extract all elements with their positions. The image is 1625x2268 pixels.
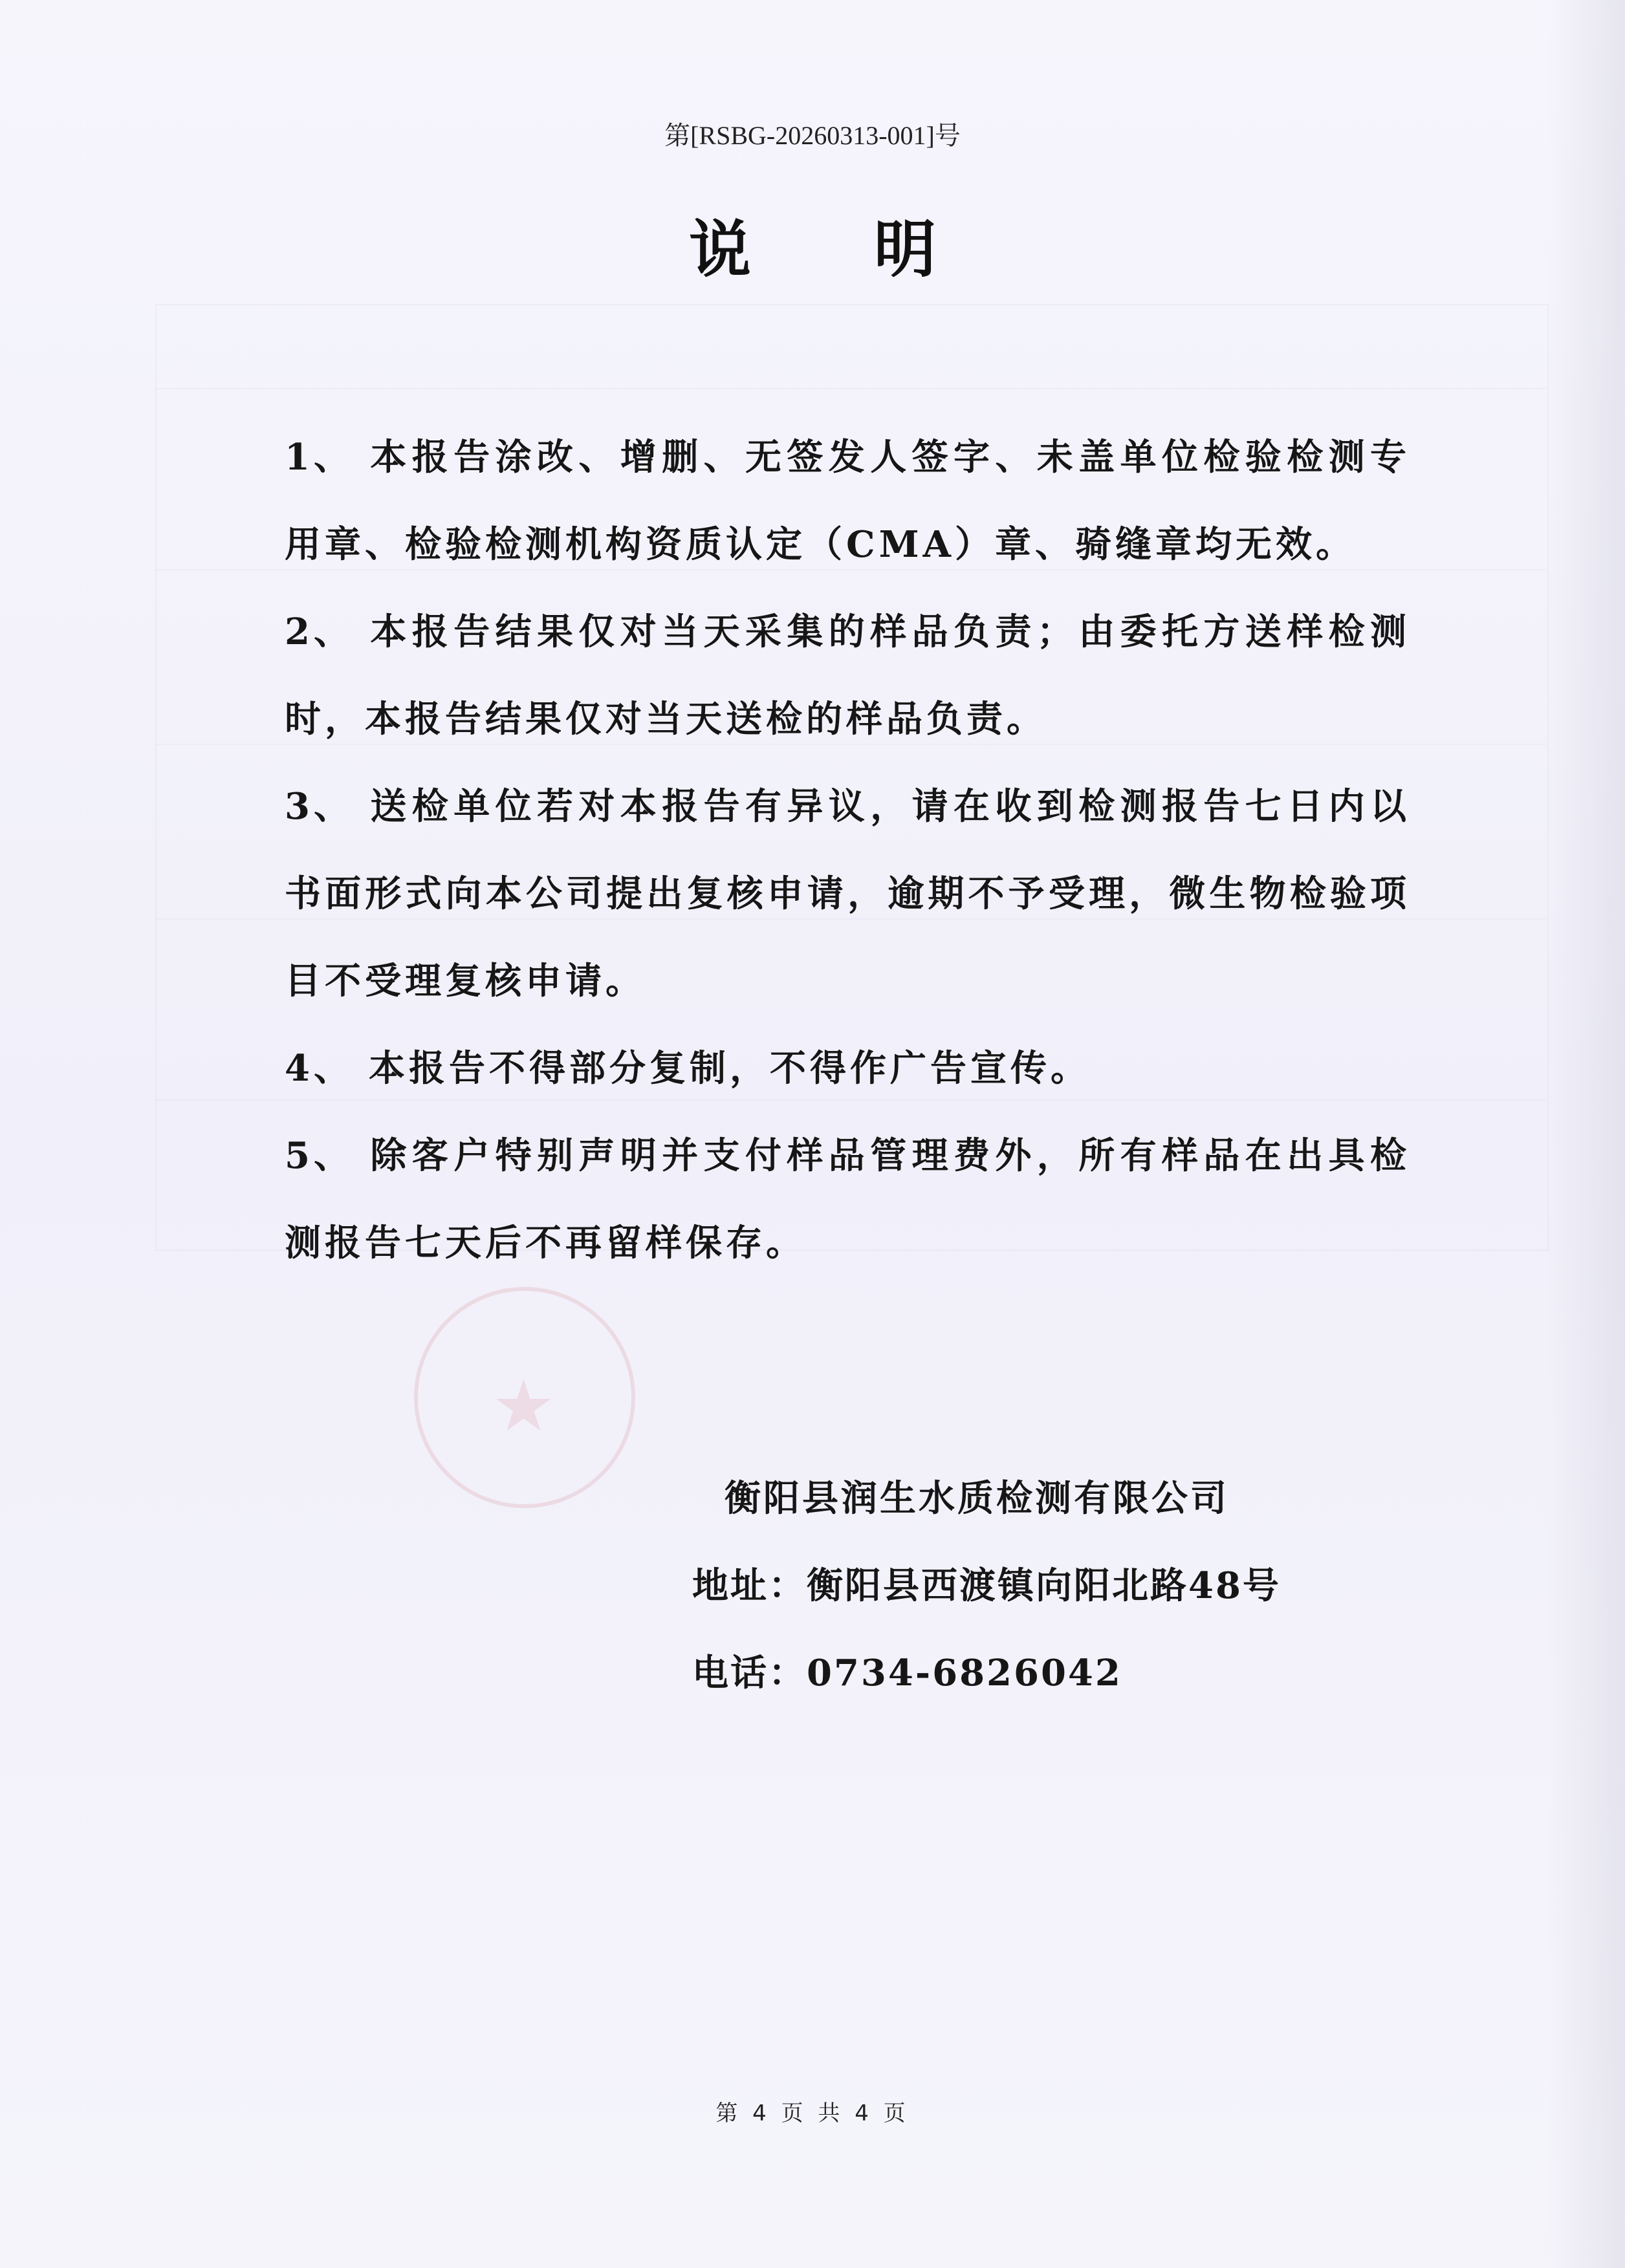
paper-edge-shadow <box>1547 0 1625 2268</box>
company-phone-row <box>692 1630 1468 1717</box>
clause-item <box>285 414 1410 589</box>
company-address-row <box>692 1542 1468 1630</box>
clause-item <box>285 589 1410 763</box>
clause-text: 本报告结果仅对当天采集的样品负责；由委托方送样检测时，本报告结果仅对当天送检的样品负责。 <box>285 610 1410 740</box>
clause-number: 3、 <box>285 785 354 828</box>
address-label: 地址： <box>692 1564 807 1607</box>
clause-item <box>285 1112 1410 1287</box>
stamp-star-icon: ★ <box>492 1365 556 1447</box>
clause-text: 除客户特别声明并支付样品管理费外，所有样品在出具检测报告七天后不再留样保存。 <box>285 1134 1410 1264</box>
clause-number: 5、 <box>285 1134 354 1177</box>
clause-list <box>285 414 1410 1287</box>
clause-text: 本报告涂改、增删、无签发人签字、未盖单位检验检测专用章、检验检测机构资质认定（CMA）章、骑缝章均无效。 <box>285 436 1410 566</box>
clause-item <box>285 1025 1410 1112</box>
page-footer: 第 4 页 共 4 页 <box>715 2101 910 2126</box>
clause-text: 送检单位若对本报告有异议，请在收到检测报告七日内以书面形式向本公司提出复核申请，逾期不予受理，微生物检验项目不受理复核申请。 <box>285 785 1410 1002</box>
company-name: 衡阳县润生水质检测有限公司 <box>725 1477 1229 1520</box>
phone-value: 0734-6826042 <box>807 1652 1122 1694</box>
clause-number: 1、 <box>285 436 354 479</box>
report-number: 第[RSBG-20260313-001]号 <box>664 121 961 150</box>
clause-number: 2、 <box>285 610 354 653</box>
page-title: 说明 <box>689 213 1059 286</box>
phone-label: 电话： <box>692 1652 807 1694</box>
clause-item <box>285 763 1410 1025</box>
clause-text: 本报告不得部分复制，不得作广告宣传。 <box>369 1047 1091 1090</box>
clause-number: 4、 <box>285 1047 354 1090</box>
company-info <box>692 1455 1468 1717</box>
address-value: 衡阳县西渡镇向阳北路48号 <box>807 1564 1281 1607</box>
bleed-through-rule <box>155 388 1546 389</box>
